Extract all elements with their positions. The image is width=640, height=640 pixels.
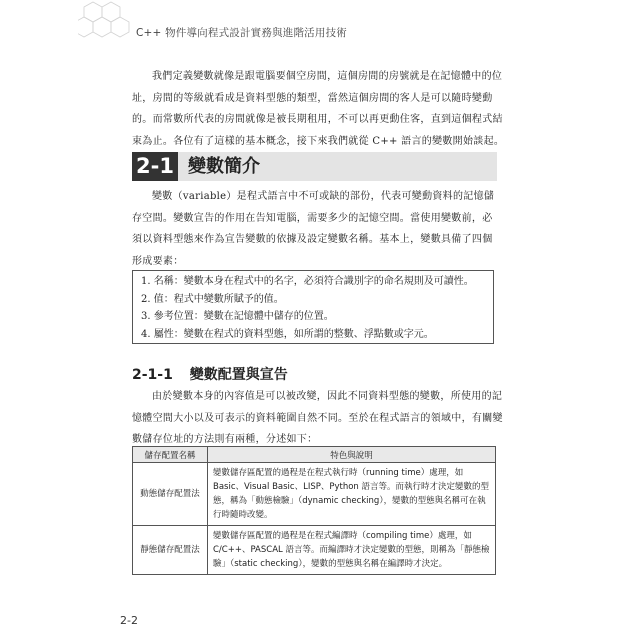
intro-section [132, 66, 505, 152]
section-heading [132, 152, 497, 181]
section-title: 變數簡介 [188, 156, 260, 177]
table-row [133, 463, 496, 526]
storage-method-table [132, 446, 496, 575]
table-cell-desc: 變數儲存區配置的過程是在程式執行時（running time）處理，如 Basic、Visual Basic、LISP、Python 語言等。而執行時才決定變數的型態，稱為「動態檢驗」（dynamic checking），變數的型態與名稱可在執行時隨時改變。 [208, 463, 496, 526]
list-item: 4. 屬性：變數在程式的資料型態，如所謂的整數、浮點數或字元。 [141, 328, 434, 340]
list-item: 1. 名稱：變數本身在程式中的名字，必須符合識別字的命名規則及可讀性。 [141, 276, 474, 287]
subsection-heading [132, 364, 288, 384]
hexagon-decoration [78, 0, 136, 48]
list-item: 3. 參考位置：變數在記憶體中儲存的位置。 [141, 311, 334, 322]
subsection-number: 2-1-1 [132, 367, 173, 383]
elements-list-box [132, 270, 494, 344]
table-row [133, 526, 496, 575]
section-body [132, 186, 502, 272]
table-cell-name: 動態儲存配置法 [133, 463, 208, 526]
subsection-body [132, 386, 504, 451]
book-title: C++ 物件導向程式設計實務與進階活用技術 [136, 27, 347, 39]
page-number: 2-2 [120, 614, 138, 627]
subsection-title: 變數配置與宣告 [189, 367, 288, 383]
section-paragraph: 變數（variable）是程式語言中不可或缺的部份，代表可變動資料的記憶儲存空間。變數宣告的作用在告知電腦，需要多少的記憶空間。當使用變數前，必須以資料型態來作為宣告變數的依據及設定變數名稱。基本上，變數具備了四個形成要素： [132, 191, 495, 267]
section-number: 2-1 [132, 152, 178, 181]
table-header-desc: 特色與說明 [208, 447, 496, 463]
subsection-paragraph: 由於變數本身的內容值是可以被改變，因此不同資料型態的變數，所使用的記憶體空間大小以及可表示的資料範圍自然不同。至於在程式語言的領域中，有關變數儲存位址的方法則有兩種，分述如下： [132, 391, 503, 445]
intro-paragraph: 我們定義變數就像是跟電腦要個空房間，這個房間的房號就是在記憶體中的位址，房間的等級就看成是資料型態的類型，當然這個房間的客人是可以隨時變動的。而常數所代表的房間就像是被長期租用，不可以再更動住客，直到這個程式結束為止。各位有了這樣的基本概念，接下來我們就從 C++ 語言的變數開始談起。 [132, 71, 505, 147]
table-header-name: 儲存配置名稱 [133, 447, 208, 463]
list-item: 2. 值：程式中變數所賦予的值。 [141, 293, 284, 305]
table-cell-name: 靜態儲存配置法 [133, 526, 208, 575]
table-cell-desc: 變數儲存區配置的過程是在程式編譯時（compiling time）處理，如 C/C++、PASCAL 語言等。而編譯時才決定變數的型態，則稱為「靜態檢驗」（static checking），變數的型態與名稱在編譯時才決定。 [208, 526, 496, 575]
table-header-row [133, 447, 496, 463]
